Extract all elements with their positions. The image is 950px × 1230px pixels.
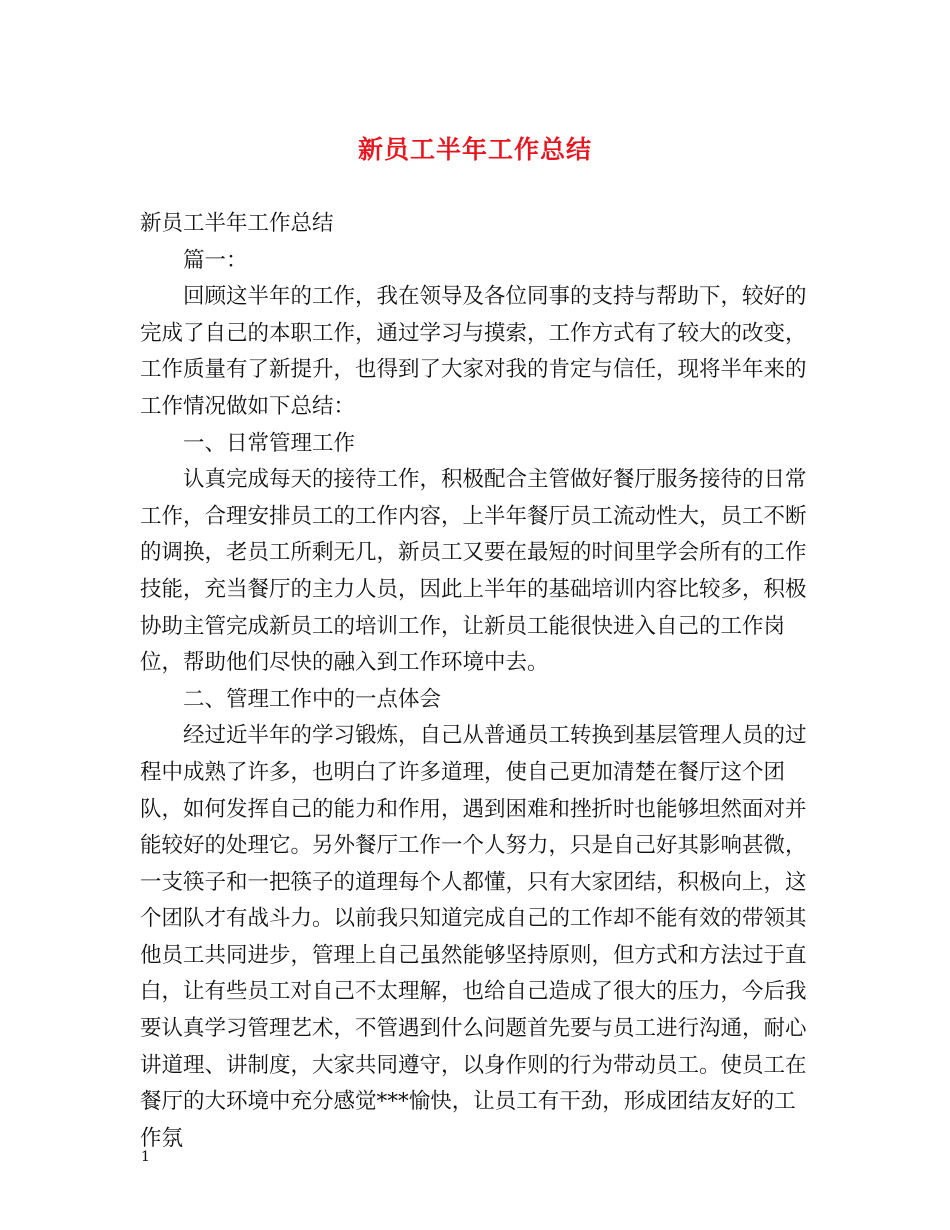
heading-daily-management: 一、日常管理工作 bbox=[183, 430, 356, 456]
paragraph-intro: 回顾这半年的工作，我在领导及各位同事的支持与帮助下，较好的完成了自己的本职工作，通过学习与摸索，工作方式有了较大的改变，工作质量有了新提升，也得到了大家对我的肯定与信任，现将半年来的工作情况做如下总结： bbox=[140, 284, 807, 419]
document-subtitle: 新员工半年工作总结 bbox=[140, 211, 334, 236]
document-body bbox=[140, 206, 816, 1157]
page-number: 1 bbox=[141, 1149, 150, 1165]
paragraph-daily-management: 认真完成每天的接待工作，积极配合主管做好餐厅服务接待的日常工作，合理安排员工的工作内容，上半年餐厅员工流动性大，员工不断的调换，老员工所剩无几，新员工又要在最短的时间里学会所有的工作技能，充当餐厅的主力人员，因此上半年的基础培训内容比较多，积极协助主管完成新员工的培训工作，让新员工能很快进入自己的工作岗位，帮助他们尽快的融入到工作环境中去。 bbox=[140, 467, 807, 676]
section-label: 篇一： bbox=[183, 247, 248, 273]
paragraph-management-experience: 经过近半年的学习锻炼，自己从普通员工转换到基层管理人员的过程中成熟了许多，也明白了许多道理，使自己更加清楚在餐厅这个团队，如何发挥自己的能力和作用，遇到困难和挫折时也能够坦然面对并能较好的处理它。另外餐厅工作一个人努力，只是自己好其影响甚微，一支筷子和一把筷子的道理每个人都懂，只有大家团结，积极向上，这个团队才有战斗力。以前我只知道完成自己的工作却不能有效的带领其他员工共同进步，管理上自己虽然能够坚持原则，但方式和方法过于直白，让有些员工对自己不太理解，也给自己造成了很大的压力，今后我要认真学习管理艺术，不管遇到什么问题首先要与员工进行沟通，耐心讲道理、讲制度，大家共同遵守，以身作则的行为带动员工。使员工在餐厅的大环境中充分感觉***愉快，让员工有干劲，形成团结友好的工作氛 bbox=[140, 723, 807, 1151]
heading-management-experience: 二、管理工作中的一点体会 bbox=[183, 686, 442, 712]
document-title: 新员工半年工作总结 bbox=[357, 135, 592, 164]
